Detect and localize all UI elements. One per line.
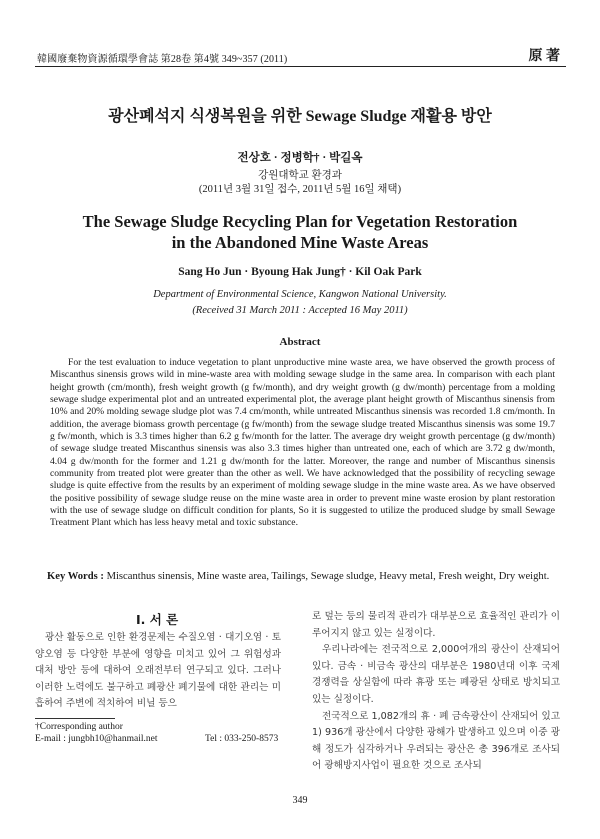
body-paragraph: 광산 활동으로 인한 환경문제는 수질오염 · 대기오염 · 토양오염 등 다양한 부분에 영향을 미치고 있어 그 위험성과 대처 방안 등에 대하여 오래전부터 연구되고 있다. 그러나 이러한 노력에도 불구하고 폐광산 폐기물에 대한 관리는 미흡하여 주변에 적치하여 비닐 등으 bbox=[35, 632, 281, 710]
english-title bbox=[0, 211, 600, 253]
abstract-text: For the test evaluation to induce vegetation to plant unproductive mine waste area, we have observed the growth process of Miscanthus sinensis grows wild in mine-waste area with molding sewage sludge in the same area. In comparison with each plant height growth (cm/month), fresh weight growth (g fw/month), and dry weight growth (g dw/month) percentage from a molding sewage sludge experimental plot and an untreated experimental plot, the average plant height growth of Miscanthus sinensis from 10% and 20% molding sewage sludge plot was 7.4 cm/month, while untreated Miscanthus sinensis was recorded 1.8 cm/month. In addition, the average biomass growth percentage (g fw/month) from the sewage sludge treated Miscanthus sinensis was some 19.7 g fw/month, which is 3.3 times higher than 6.2 g fw/month for the latter. The average dry weight growth percentage (g dw/month) of sewage sludge treated Miscanthus sinensis was also 3.3 times higher than untreated one, each of which are 3.72 g dw/month, 4.04 g dw/month for the former and 1.21 g dw/month for the latter. Moreover, the range and number of Miscanthus sinensis community from treated plot were greater than the other as well. We have acknowledged that the possibility of recycling sewage sludge is quite effective from the results by an experiment of molding sewage sludge in the mine waste area. As we have observed the positive possibility of sewage sludge reuse on the mine waste area in order to prevent mine waste erosion by plant restoration with the use of sewage sludge on difficult condition for plants, So it is suggested to utilize the produced sludge by small Sewage Treatment Plant which has less heavy metal and toxic substance. bbox=[50, 357, 555, 529]
journal-running-head: 韓國廢棄物資源循環學會誌 第28卷 第4號 349~357 (2011) bbox=[37, 54, 288, 65]
body-paragraph: 로 덮는 등의 물리적 관리가 대부분으로 효율적인 관리가 이루어지지 않고 있는 실정이다. bbox=[312, 611, 560, 639]
keywords-label: Key Words : bbox=[47, 571, 104, 582]
body-paragraph: 전국적으로 1,082개의 휴 · 폐 금속광산이 산재되어 있고1) 936개 광산에서 다양한 광해가 발생하고 있으며 이중 광해 정도가 심각하거나 우려되는 광산은 총 396개로 조사되어 광해방지사업이 필요한 것으로 조사되 bbox=[312, 710, 560, 772]
header-rule bbox=[35, 66, 566, 67]
keywords bbox=[47, 571, 549, 582]
abstract-heading: Abstract bbox=[279, 336, 321, 348]
korean-title: 광산폐석지 식생복원을 위한 Sewage Sludge 재활용 방안 bbox=[108, 108, 492, 125]
korean-affiliation: 강원대학교 환경과 bbox=[258, 170, 342, 181]
english-title-line1: The Sewage Sludge Recycling Plan for Vegetation Restoration bbox=[82, 212, 518, 231]
footnote-corresponding: †Corresponding author bbox=[35, 722, 123, 732]
article-type-label: 原 著 bbox=[528, 49, 560, 64]
body-right-column bbox=[312, 609, 560, 775]
english-authors: Sang Ho Jun · Byoung Hak Jung† · Kil Oak Park bbox=[178, 266, 422, 278]
keywords-list: Miscanthus sinensis, Mine waste area, Tailings, Sewage sludge, Heavy metal, Fresh weight, Dry weight. bbox=[106, 571, 550, 582]
english-title-line2: in the Abandoned Mine Waste Areas bbox=[171, 233, 429, 252]
body-paragraph: 우리나라에는 전국적으로 2,000여개의 광산이 산재되어 있다. 금속 · 비금속 광산의 대부분은 1980년대 이후 국제 경쟁력을 상실함에 따라 휴광 또는 폐광된 상태로 방치되고 있는 실정이다. bbox=[312, 644, 560, 705]
korean-dates: (2011년 3월 31일 접수, 2011년 5월 16일 채택) bbox=[198, 184, 402, 195]
footnote-tel: Tel : 033-250-8573 bbox=[205, 734, 279, 744]
body-left-column bbox=[35, 630, 281, 713]
english-affiliation: Department of Environmental Science, Kangwon National University. bbox=[153, 289, 447, 300]
page-number: 349 bbox=[292, 795, 308, 806]
english-dates: (Received 31 March 2011 : Accepted 16 May 2011) bbox=[192, 305, 408, 316]
footnote-rule bbox=[35, 718, 115, 719]
korean-authors: 전상호 · 정병학† · 박길옥 bbox=[237, 152, 363, 164]
section-heading: I. 서 론 bbox=[136, 612, 179, 627]
footnote-email: E-mail : jungbh10@hanmail.net bbox=[35, 734, 158, 744]
